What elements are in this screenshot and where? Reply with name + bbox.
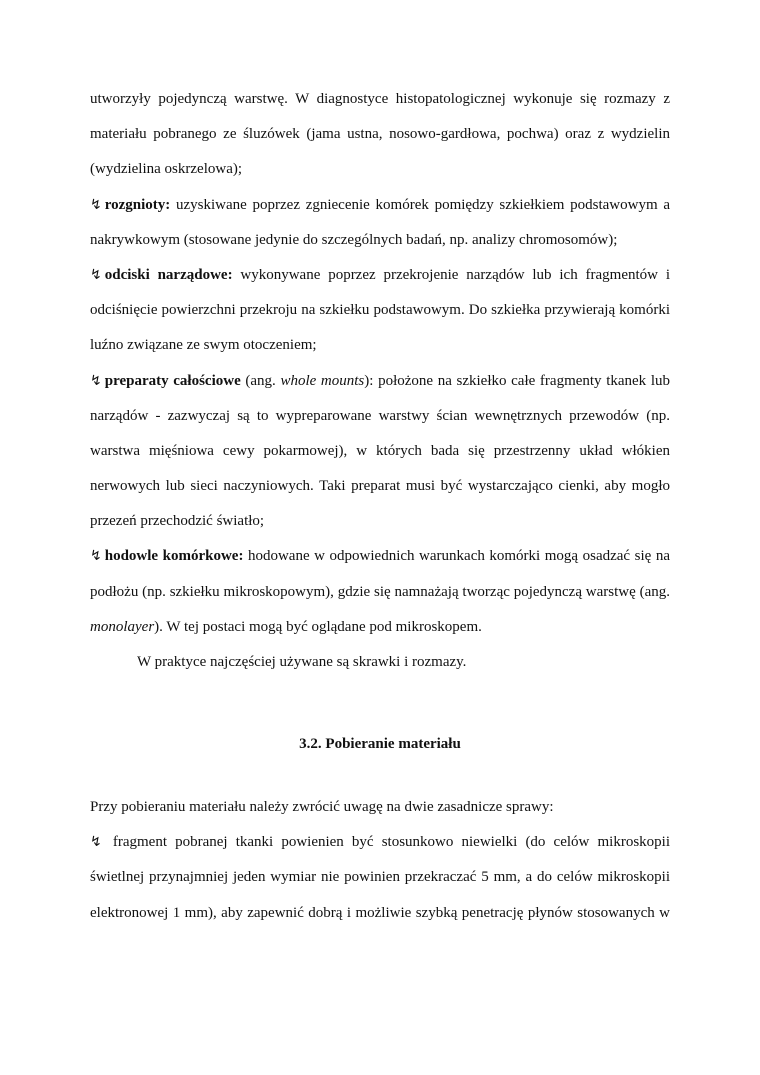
text-line bbox=[90, 117, 670, 152]
text-line bbox=[90, 188, 670, 223]
body-text-top bbox=[90, 82, 670, 680]
bullet-icon: ↯ bbox=[90, 372, 102, 389]
text-line bbox=[90, 293, 670, 328]
text-run: nakrywkowym (stosowane jedynie do szczególnych badań, np. analizy chromosomów); bbox=[90, 231, 618, 248]
text-run: (wydzielina oskrzelowa); bbox=[90, 161, 243, 178]
paragraph bbox=[90, 188, 670, 258]
text-line bbox=[90, 152, 670, 187]
text-run: odciśnięcie powierzchni przekroju na szkiełku podstawowym. Do szkiełka przywierają komórki bbox=[90, 302, 670, 319]
section-heading: 3.2. Pobieranie materiału bbox=[299, 736, 461, 752]
text-line bbox=[90, 896, 670, 931]
foreign-term: whole mounts bbox=[280, 372, 365, 389]
text-run: przezeń przechodzić światło; bbox=[90, 513, 265, 530]
text-run: ). W tej postaci mogą być oglądane pod mikroskopem. bbox=[154, 618, 482, 635]
text-run: nerwowych lub sieci naczyniowych. Taki preparat musi być wystarczająco cienki, aby mogło bbox=[90, 478, 670, 495]
paragraph bbox=[90, 82, 670, 188]
text-line bbox=[90, 328, 670, 363]
term-label: odciski narządowe: bbox=[104, 266, 233, 283]
term-label: rozgnioty: bbox=[104, 196, 171, 213]
paragraph bbox=[90, 364, 670, 540]
text-line bbox=[90, 645, 670, 680]
text-line bbox=[90, 399, 670, 434]
text-run: (ang. bbox=[240, 372, 281, 389]
text-line bbox=[90, 610, 670, 645]
paragraph bbox=[90, 258, 670, 364]
text-run: narządów - zazwyczaj są to wypreparowane warstwy ścian wewnętrznych przewodów (np. bbox=[90, 407, 670, 424]
text-run: luźno związane ze swym otoczeniem; bbox=[90, 337, 317, 354]
foreign-term: monolayer bbox=[90, 618, 155, 635]
text-run: elektronowej 1 mm), aby zapewnić dobrą i możliwie szybką penetrację płynów stosowanych w bbox=[90, 904, 670, 921]
text-run: ): położone na szkiełko całe fragmenty tkanek lub bbox=[364, 372, 670, 389]
text-run: wykonywane poprzez przekrojenie narządów lub ich fragmentów i bbox=[232, 266, 670, 283]
text-line bbox=[90, 223, 670, 258]
text-run: warstwa mięśniowa cewy pokarmowej), w których bada się przestrzenny układ włókien bbox=[90, 442, 670, 459]
text-line bbox=[90, 504, 670, 539]
text-run: W praktyce najczęściej używane są skrawki i rozmazy. bbox=[137, 654, 467, 670]
paragraph bbox=[90, 790, 670, 825]
term-label: hodowle komórkowe: bbox=[104, 548, 244, 565]
text-line bbox=[90, 575, 670, 610]
text-run: Przy pobieraniu materiału należy zwrócić uwagę na dwie zasadnicze sprawy: bbox=[90, 799, 554, 815]
text-run: utworzyły pojedynczą warstwę. W diagnostyce histopatologicznej wykonuje się rozmazy z bbox=[90, 91, 670, 107]
text-run: świetlnej przynajmniej jeden wymiar nie powinien przekraczać 5 mm, a do celów mikroskopii bbox=[90, 869, 670, 886]
text-run: fragment pobranej tkanki powienien być stosunkowo niewielki (do celów mikroskopii bbox=[104, 834, 670, 851]
bullet-icon: ↯ bbox=[90, 266, 102, 283]
bullet-icon: ↯ bbox=[90, 548, 102, 565]
text-line bbox=[90, 539, 670, 574]
text-run: podłożu (np. szkiełku mikroskopowym), gdzie się namnażają tworząc pojedynczą warstwę (ang. bbox=[90, 583, 670, 600]
paragraph bbox=[90, 645, 670, 680]
text-line bbox=[90, 258, 670, 293]
body-text-bottom bbox=[90, 790, 670, 931]
paragraph bbox=[90, 825, 670, 931]
text-line bbox=[90, 790, 670, 825]
text-run: materiału pobranego ze śluzówek (jama ustna, nosowo-gardłowa, pochwa) oraz z wydzielin bbox=[90, 126, 670, 143]
text-line bbox=[90, 82, 670, 117]
text-run: hodowane w odpowiednich warunkach komórki mogą osadzać się na bbox=[243, 548, 670, 565]
text-line bbox=[90, 860, 670, 895]
text-line bbox=[90, 364, 670, 399]
term-label: preparaty całościowe bbox=[104, 372, 241, 389]
bullet-icon: ↯ bbox=[90, 834, 102, 851]
text-line bbox=[90, 825, 670, 860]
text-line bbox=[90, 469, 670, 504]
text-run: uzyskiwane poprzez zgniecenie komórek pomiędzy szkiełkiem podstawowym a bbox=[170, 196, 670, 213]
paragraph bbox=[90, 539, 670, 645]
bullet-icon: ↯ bbox=[90, 196, 102, 213]
text-line bbox=[90, 434, 670, 469]
